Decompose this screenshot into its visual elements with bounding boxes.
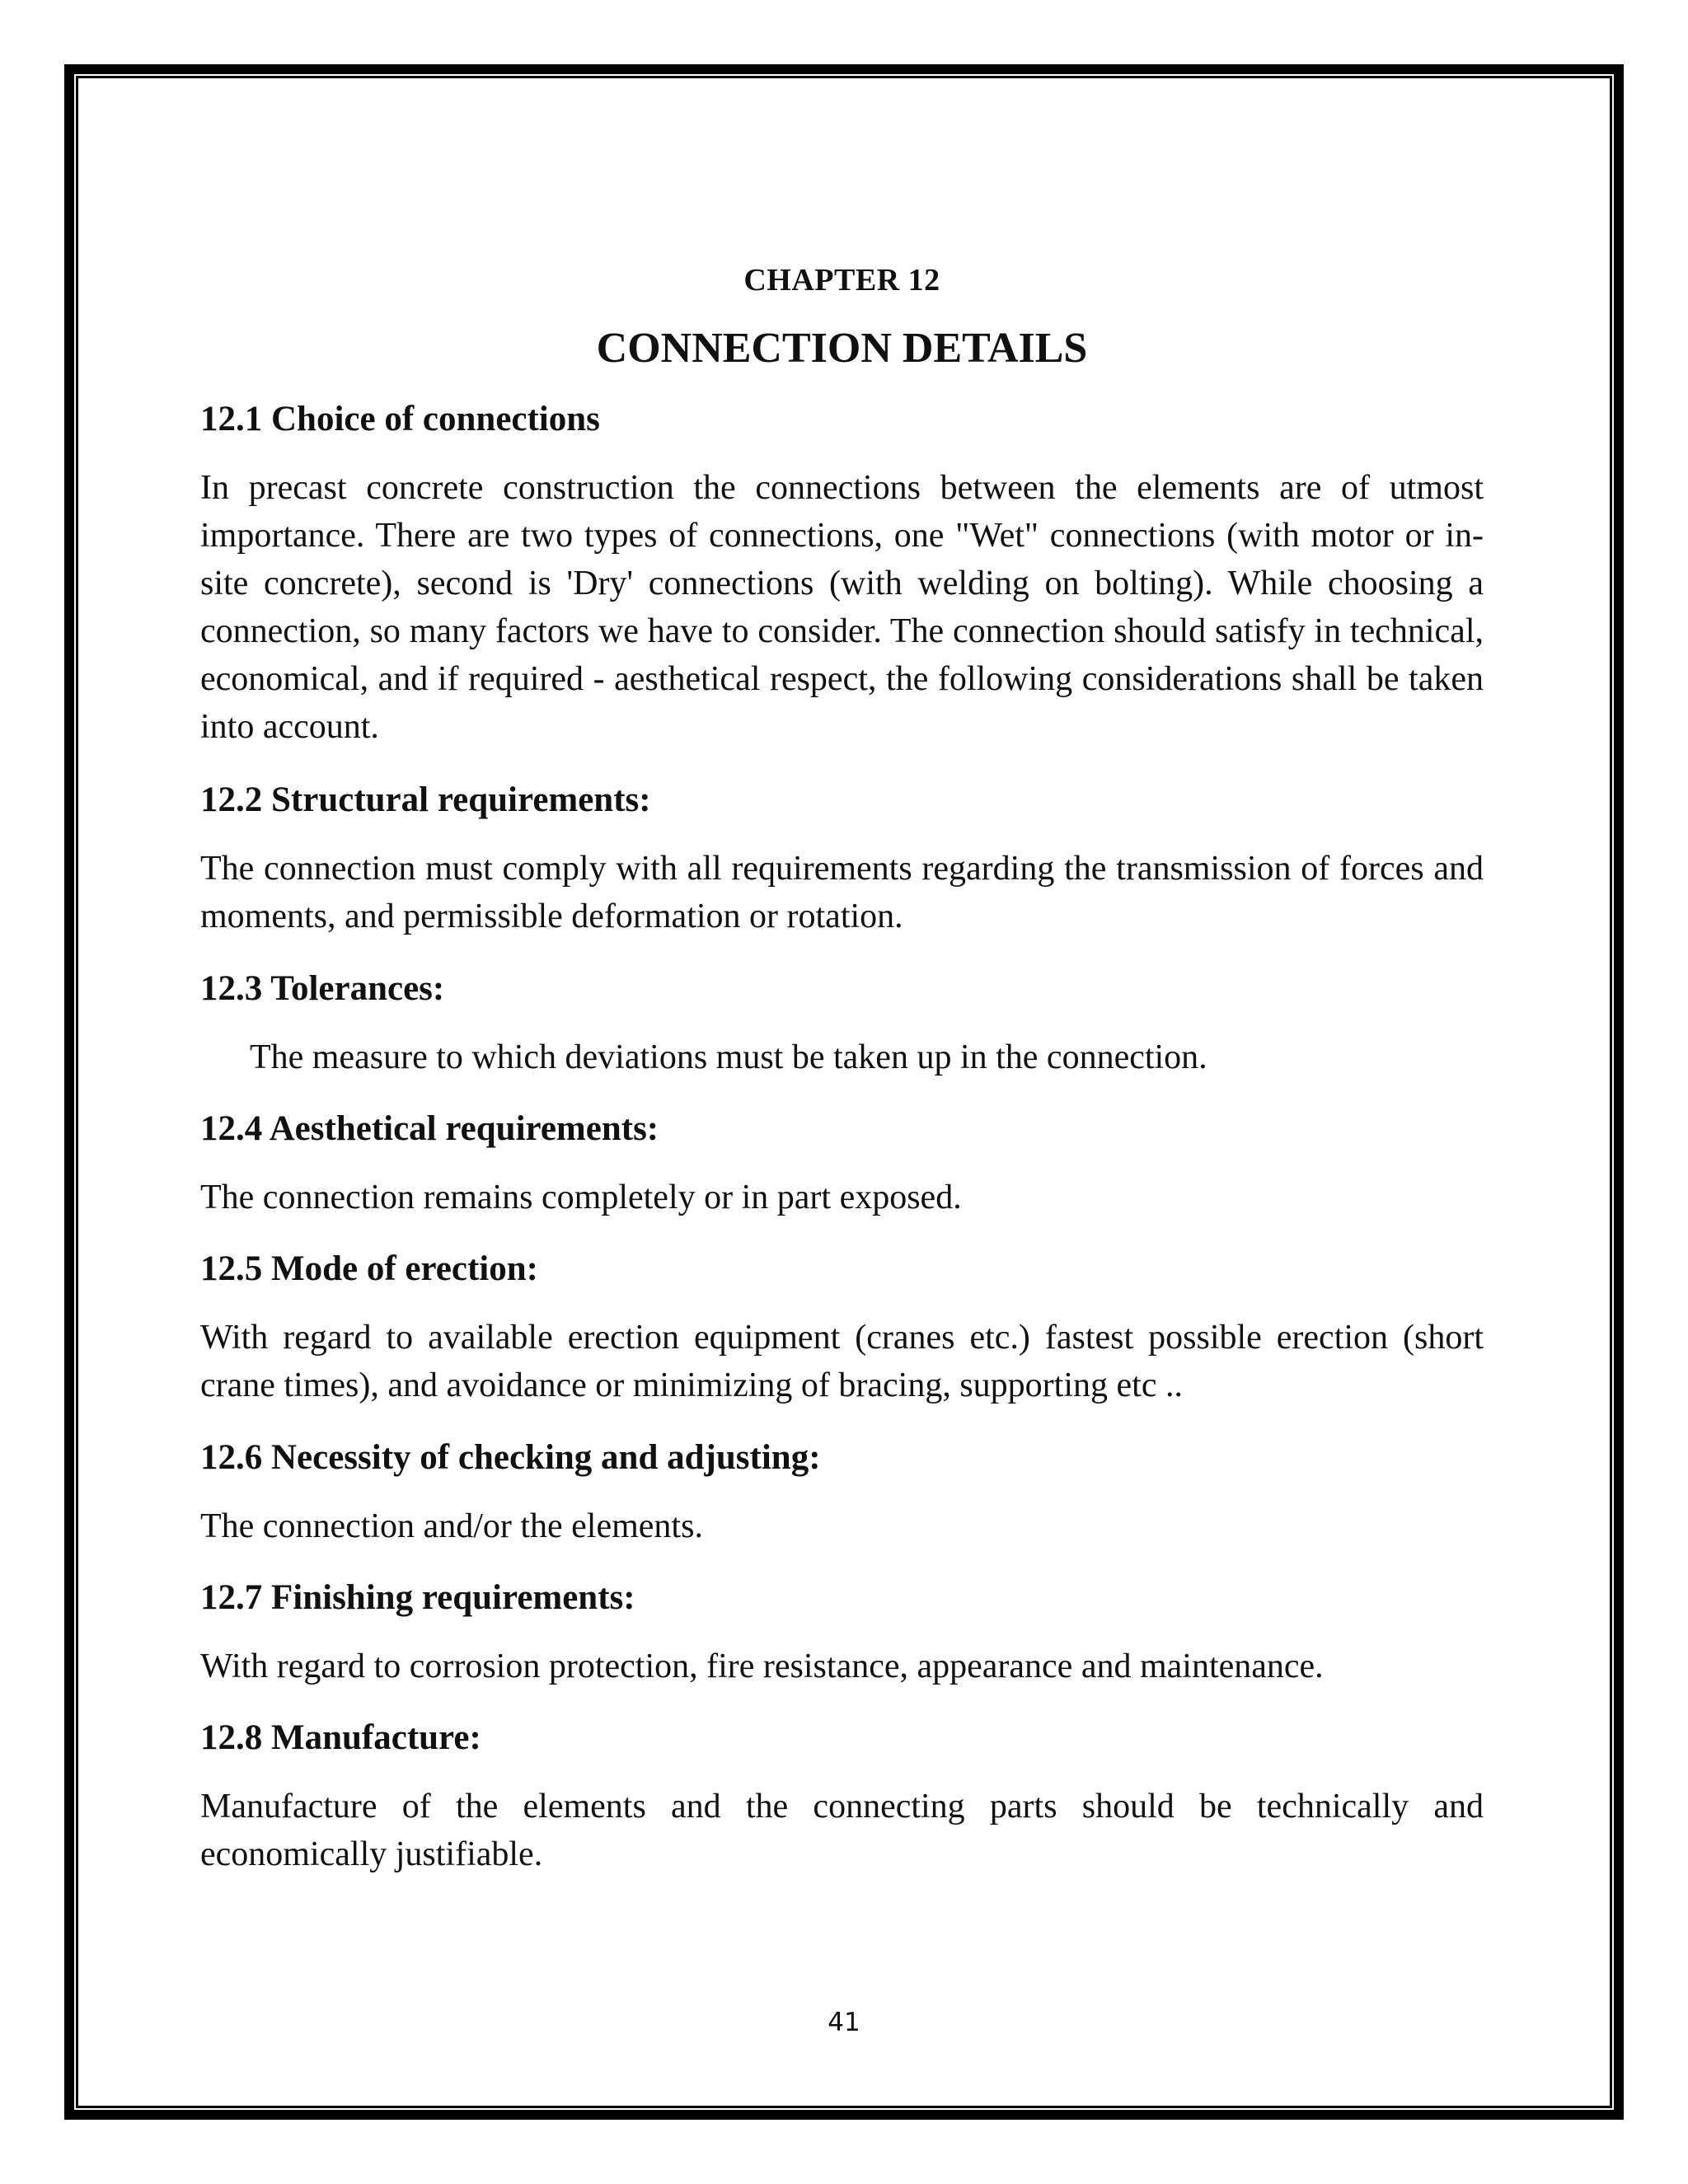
section-heading: 12.2 Structural requirements: [200, 780, 651, 819]
section-heading: 12.7 Finishing requirements: [200, 1578, 635, 1617]
chapter-title: CONNECTION DETAILS [596, 325, 1088, 372]
section-body: In precast concrete construction the connections between the elements are of utmost importance. There are two types of connections, one "Wet" connections (with motor or in-site concrete), second is 'Dry' connections (with welding on bolting). While choosing a connection, so many factors we have to consider. The connection should satisfy in technical, economical, and if required - aesthetical respect, the following considerations shall be taken into account. [200, 469, 1484, 746]
section-12-2 [200, 776, 1484, 940]
section-heading: 12.3 Tolerances: [200, 969, 445, 1008]
section-body: The connection remains completely or in part exposed. [200, 1179, 962, 1216]
section-heading: 12.4 Aesthetical requirements: [200, 1109, 659, 1148]
section-12-1 [200, 396, 1484, 751]
section-body: Manufacture of the elements and the connecting parts should be technically and economically justifiable. [200, 1788, 1484, 1873]
section-12-4 [200, 1105, 1484, 1221]
section-12-5 [200, 1245, 1484, 1409]
section-heading: 12.6 Necessity of checking and adjusting: [200, 1438, 821, 1477]
section-body: With regard to available erection equipment (cranes etc.) fastest possible erection (short crane times), and avoidance or minimizing of bracing, supporting etc .. [200, 1319, 1484, 1404]
section-heading: 12.5 Mode of erection: [200, 1249, 538, 1288]
chapter-label: CHAPTER 12 [743, 263, 940, 298]
section-body: The measure to which deviations must be taken up in the connection. [250, 1038, 1207, 1076]
section-12-3 [200, 965, 1484, 1081]
page-number: 41 [828, 2008, 860, 2037]
section-12-7 [200, 1574, 1484, 1690]
section-body: The connection must comply with all requirements regarding the transmission of forces and moments, and permissible deformation or rotation. [200, 850, 1484, 935]
section-heading: 12.1 Choice of connections [200, 400, 600, 438]
section-body: The connection and/or the elements. [200, 1507, 703, 1545]
section-heading: 12.8 Manufacture: [200, 1718, 481, 1757]
section-12-6 [200, 1434, 1484, 1550]
section-body: With regard to corrosion protection, fire resistance, appearance and maintenance. [200, 1647, 1324, 1685]
section-12-8 [200, 1714, 1484, 1878]
